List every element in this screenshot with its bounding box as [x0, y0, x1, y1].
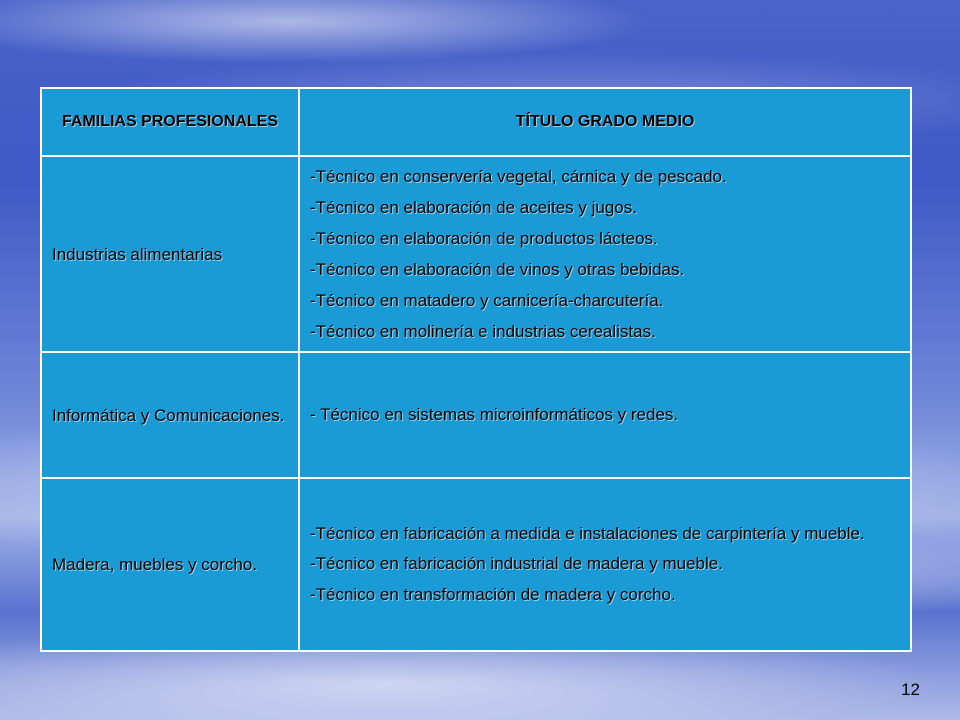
titulo-item: -Técnico en conservería vegetal, cárnica y de pescado. [310, 166, 727, 186]
page-number: 12 [901, 680, 920, 699]
titulos-cell [299, 156, 911, 352]
table-row [41, 478, 911, 651]
titulo-item: -Técnico en elaboración de productos lácteos. [310, 228, 658, 248]
table-row [41, 156, 911, 352]
titulo-item: -Técnico en matadero y carnicería-charcutería. [310, 290, 664, 310]
table-header-row [41, 88, 911, 156]
titulo-item: -Técnico en molinería e industrias cerealistas. [310, 321, 656, 341]
header-titulo: TÍTULO GRADO MEDIO [299, 88, 911, 156]
titulo-item: -Técnico en elaboración de aceites y jugos. [310, 197, 637, 217]
titulos-cell [299, 478, 911, 651]
table-row [41, 352, 911, 478]
titulo-item: -Técnico en fabricación industrial de madera y mueble. [310, 554, 723, 573]
titulo-item: -Técnico en elaboración de vinos y otras bebidas. [310, 259, 685, 279]
titulo-item: - Técnico en sistemas microinformáticos y redes. [310, 405, 679, 424]
titulos-cell [299, 352, 911, 478]
titulo-item: -Técnico en fabricación a medida e instalaciones de carpintería y mueble. [310, 524, 865, 543]
header-familias: FAMILIAS PROFESIONALES [41, 88, 299, 156]
familias-table [40, 87, 912, 652]
familia-cell: Madera, muebles y corcho. [41, 478, 299, 651]
familia-cell: Informática y Comunicaciones. [41, 352, 299, 478]
familia-cell: Industrias alimentarias [41, 156, 299, 352]
titulo-item: -Técnico en transformación de madera y corcho. [310, 585, 676, 604]
